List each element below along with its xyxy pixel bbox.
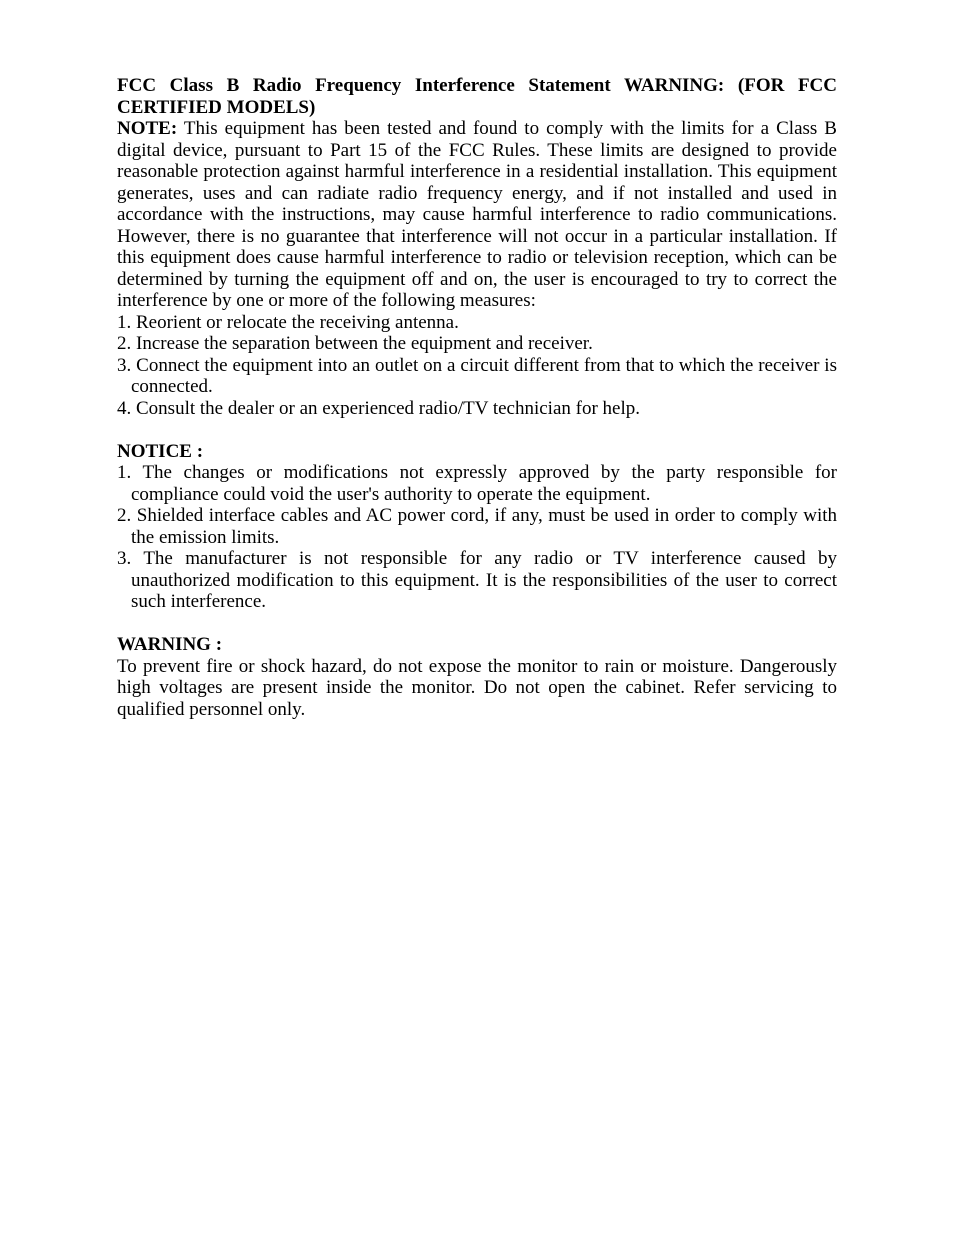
warning-text: To prevent fire or shock hazard, do not expose the monitor to rain or moisture. Dangerously high voltages are present inside the monitor. Do not open the cabinet. Refer servicing to qualified personnel only.: [117, 655, 837, 720]
notice-item: 2. Shielded interface cables and AC power cord, if any, must be used in order to comply with the emission limits.: [117, 505, 837, 548]
notice-title: NOTICE :: [117, 440, 204, 462]
measure-item: 2. Increase the separation between the equipment and receiver.: [117, 333, 593, 354]
note-paragraph: [117, 118, 837, 312]
spacer: [117, 613, 837, 635]
spacer: [117, 419, 837, 441]
measure-item: 3. Connect the equipment into an outlet on a circuit different from that to which the receiver is connected.: [117, 354, 837, 397]
note-text: This equipment has been tested and found to comply with the limits for a Class B digital device, pursuant to Part 15 of the FCC Rules. These limits are designed to provide reasonable protection against harmful interference in a residential installation. This equipment generates, uses and can radiate radio frequency energy, and if not installed and used in accordance with the instructions, may cause harmful interference to radio communications. However, there is no guarantee that interference will not occur in a particular installation. If this equipment does cause harmful interference to radio or television reception, which can be determined by turning the equipment off and on, the user is encouraged to try to correct the interference by one or more of the following measures:: [117, 118, 837, 311]
notice-item: 1. The changes or modifications not expressly approved by the party responsible for compliance could void the user's authority to operate the equipment.: [117, 462, 837, 505]
document-title: FCC Class B Radio Frequency Interference Statement WARNING: (FOR FCC CERTIFIED MODELS): [117, 75, 837, 118]
measure-item: 1. Reorient or relocate the receiving antenna.: [117, 311, 459, 333]
notice-list: [117, 462, 837, 613]
notice-item: 3. The manufacturer is not responsible for any radio or TV interference caused by unauthorized modification to this equipment. It is the responsibilities of the user to correct such interference.: [117, 548, 837, 612]
document-page: [117, 75, 837, 720]
measures-list: [117, 312, 837, 420]
note-label: NOTE:: [117, 118, 178, 139]
warning-title: WARNING :: [117, 634, 223, 655]
measure-item: 4. Consult the dealer or an experienced radio/TV technician for help.: [117, 397, 641, 419]
